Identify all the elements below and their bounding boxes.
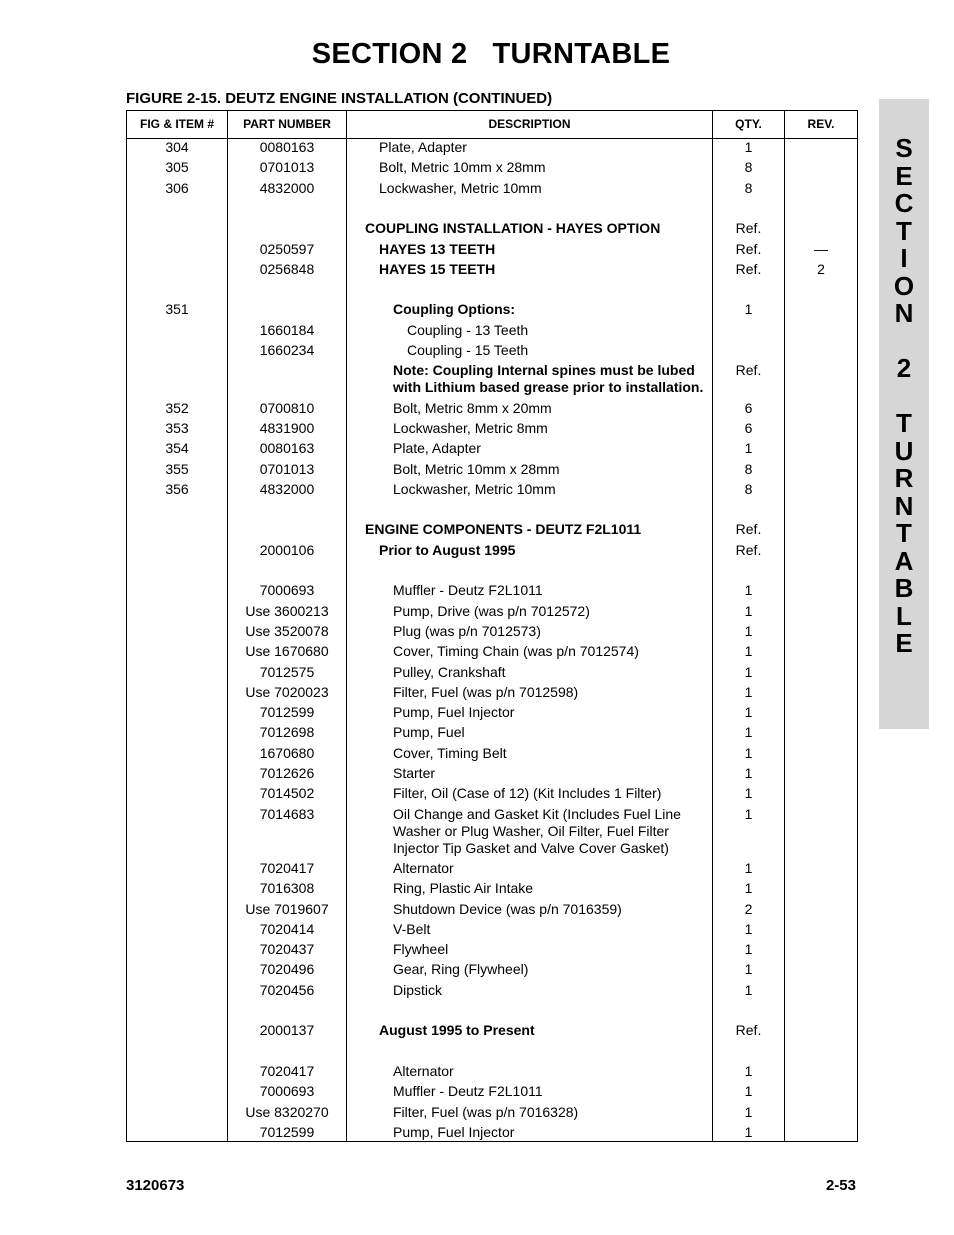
cell-qty: 1 — [744, 440, 753, 457]
cell-qty: 1 — [744, 663, 753, 680]
cell-description: Ring, Plastic Air Intake — [393, 880, 534, 897]
cell-part-number: Use 7019607 — [245, 900, 329, 917]
cell-description: Plate, Adapter — [379, 139, 467, 155]
cell-qty: 1 — [744, 301, 753, 318]
cell-description: Bolt, Metric 10mm x 28mm — [379, 159, 546, 176]
cell-part-number: 7020496 — [259, 961, 315, 978]
cell-description: Muffler - Deutz F2L1011 — [393, 582, 543, 599]
cell-part-number: 1670680 — [259, 744, 315, 761]
cell-qty: 1 — [744, 1103, 753, 1120]
cell-part-number: 0080163 — [259, 440, 315, 457]
cell-description: ENGINE COMPONENTS - DEUTZ F2L1011 — [365, 521, 642, 538]
cell-part-number: 7014683 — [259, 805, 315, 822]
cell-description: Filter, Oil (Case of 12) (Kit Includes 1 Filter) — [393, 785, 662, 802]
cell-description: Coupling Options: — [393, 301, 516, 318]
cell-qty: Ref. — [735, 1022, 762, 1039]
cell-item: 305 — [165, 159, 189, 176]
cell-qty: 8 — [744, 159, 753, 176]
cell-qty: 6 — [744, 399, 753, 416]
cell-part-number: 4831900 — [259, 419, 315, 436]
cell-description: Starter — [393, 765, 436, 781]
cell-qty: 1 — [744, 880, 753, 897]
cell-item: 352 — [165, 399, 189, 416]
side-tab-letter: T — [896, 408, 912, 438]
side-tab-letter: C — [894, 188, 914, 218]
parts-table — [126, 110, 858, 1142]
cell-description: Prior to August 1995 — [379, 541, 516, 558]
cell-description: Lockwasher, Metric 10mm — [379, 179, 542, 196]
cell-description: Cover, Timing Belt — [393, 744, 507, 761]
cell-description: HAYES 13 TEETH — [379, 240, 496, 257]
cell-description: Lockwasher, Metric 8mm — [393, 419, 548, 436]
cell-qty: Ref. — [735, 521, 762, 538]
cell-qty: 1 — [744, 981, 753, 998]
header-description: DESCRIPTION — [488, 117, 571, 131]
cell-description: Lockwasher, Metric 10mm — [393, 480, 556, 497]
cell-part-number: 4832000 — [259, 179, 315, 196]
cell-part-number: 7020414 — [259, 920, 315, 937]
cell-description: Muffler - Deutz F2L1011 — [393, 1083, 543, 1100]
side-tab-letter: E — [895, 628, 913, 658]
cell-qty: 1 — [744, 683, 753, 700]
cell-part-number: 7020456 — [259, 981, 315, 998]
side-tab-letter: T — [896, 518, 912, 548]
section-title: SECTION 2 TURNTABLE — [311, 38, 671, 70]
page-number: 2-53 — [825, 1177, 856, 1194]
cell-qty: Ref. — [735, 541, 762, 558]
cell-part-number: 7000693 — [259, 1083, 315, 1100]
side-tab-letter: B — [894, 573, 914, 603]
cell-description: Note: Coupling Internal spines must be lubed with Lithium based grease prior to installation. — [393, 362, 704, 396]
cell-qty: 6 — [744, 419, 753, 436]
cell-qty: 1 — [744, 785, 753, 802]
side-tab-letter: 2 — [896, 353, 912, 383]
cell-item: 306 — [165, 179, 189, 196]
cell-part-number: 7020437 — [259, 941, 315, 958]
cell-description: Alternator — [393, 1062, 454, 1079]
cell-qty: 1 — [744, 602, 753, 619]
cell-qty: 1 — [744, 765, 753, 781]
cell-qty: Ref. — [735, 220, 762, 237]
figure-title: FIGURE 2-15. DEUTZ ENGINE INSTALLATION (CONTINUED) — [126, 90, 553, 107]
cell-qty: 1 — [744, 859, 753, 876]
cell-part-number: 1660184 — [259, 321, 315, 338]
cell-qty: 1 — [744, 704, 753, 721]
cell-item: 356 — [165, 480, 189, 497]
cell-item: 354 — [165, 440, 189, 457]
side-tab-letter: T — [896, 215, 912, 246]
cell-part-number: 7012698 — [259, 724, 315, 741]
cell-description: Plate, Adapter — [393, 440, 481, 457]
cell-qty: Ref. — [735, 260, 762, 277]
cell-description: Filter, Fuel (was p/n 7012598) — [393, 683, 579, 700]
cell-description: Bolt, Metric 10mm x 28mm — [393, 460, 560, 477]
side-tab-letter: U — [894, 435, 914, 466]
cell-part-number: 2000137 — [259, 1022, 315, 1039]
cell-description: Gear, Ring (Flywheel) — [393, 961, 529, 978]
cell-description: Plug (was p/n 7012573) — [393, 622, 541, 639]
side-tab-letter: I — [900, 243, 908, 273]
cell-part-number: Use 8320270 — [245, 1103, 329, 1120]
cell-part-number: 4832000 — [259, 480, 315, 497]
cell-qty: 1 — [744, 961, 753, 978]
document-number: 3120673 — [126, 1177, 185, 1194]
cell-rev: — — [814, 240, 828, 257]
cell-item: 353 — [165, 419, 189, 436]
side-tab-letters — [879, 135, 929, 658]
cell-part-number: 7020417 — [259, 1062, 315, 1079]
cell-description: Cover, Timing Chain (was p/n 7012574) — [393, 643, 639, 660]
cell-part-number: 0701013 — [259, 460, 315, 477]
cell-item: 304 — [165, 139, 189, 155]
header-rev: REV. — [807, 117, 835, 131]
cell-description: HAYES 15 TEETH — [379, 260, 496, 277]
cell-part-number: 7012599 — [259, 704, 315, 721]
cell-qty: 2 — [744, 900, 753, 917]
cell-description: Dipstick — [393, 981, 443, 998]
side-tab-letter: L — [896, 600, 912, 631]
cell-qty: 1 — [744, 744, 753, 761]
cell-qty: 1 — [744, 139, 753, 155]
cell-part-number: 7012626 — [259, 765, 315, 781]
cell-qty: 8 — [744, 179, 753, 196]
cell-description: August 1995 to Present — [379, 1022, 535, 1039]
cell-qty: 1 — [744, 643, 753, 660]
header-item: FIG & ITEM # — [139, 117, 214, 131]
side-tab-letter: S — [895, 133, 913, 163]
cell-description: Coupling - 13 Teeth — [407, 321, 529, 338]
side-tab-letter: O — [893, 270, 915, 301]
cell-description: Pump, Fuel Injector — [393, 704, 515, 721]
cell-part-number: 0700810 — [259, 399, 315, 416]
cell-qty: 1 — [744, 1062, 753, 1079]
section-side-tab — [879, 99, 929, 729]
cell-description: Flywheel — [393, 941, 449, 958]
cell-description: Pump, Fuel — [393, 724, 465, 741]
cell-qty: Ref. — [735, 362, 762, 379]
side-tab-letter: N — [894, 298, 914, 328]
cell-qty: 8 — [744, 460, 753, 477]
cell-part-number: Use 7020023 — [245, 683, 329, 700]
cell-description: Shutdown Device (was p/n 7016359) — [393, 900, 622, 917]
cell-part-number: Use 3600213 — [245, 602, 329, 619]
cell-item: 355 — [165, 460, 189, 477]
column-divider — [346, 111, 347, 1141]
header-part-number: PART NUMBER — [243, 117, 331, 131]
cell-description: Coupling - 15 Teeth — [407, 342, 529, 358]
cell-qty: 1 — [744, 805, 753, 822]
cell-rev: 2 — [817, 260, 825, 277]
cell-part-number: 7012575 — [259, 663, 315, 680]
cell-description: Oil Change and Gasket Kit (Includes Fuel Line Washer or Plug Washer, Oil Filter, Fuel Filter Injector Tip Gasket and Valve Cover Gasket) — [393, 805, 681, 856]
cell-qty: 1 — [744, 1083, 753, 1100]
cell-qty: 1 — [744, 941, 753, 958]
cell-qty: 1 — [744, 582, 753, 599]
cell-qty: Ref. — [735, 240, 762, 257]
cell-description: Pump, Fuel Injector — [393, 1123, 515, 1140]
side-tab-letter: R — [894, 463, 914, 493]
cell-part-number: 7012599 — [259, 1123, 315, 1140]
cell-description: V-Belt — [393, 920, 431, 937]
cell-part-number: 7020417 — [259, 859, 315, 876]
cell-part-number: 1660234 — [259, 342, 315, 358]
cell-part-number: 0080163 — [259, 139, 315, 155]
cell-part-number: 7016308 — [259, 880, 315, 897]
cell-part-number: 2000106 — [259, 541, 315, 558]
cell-qty: 1 — [744, 920, 753, 937]
cell-description: Filter, Fuel (was p/n 7016328) — [393, 1103, 579, 1120]
cell-description: Alternator — [393, 859, 454, 876]
cell-qty: 8 — [744, 480, 753, 497]
side-tab-letter: E — [895, 160, 913, 191]
cell-description: COUPLING INSTALLATION - HAYES OPTION — [365, 220, 661, 237]
header-qty: QTY. — [735, 117, 762, 131]
cell-qty: 1 — [744, 622, 753, 639]
cell-qty: 1 — [744, 1123, 753, 1140]
cell-part-number: 7000693 — [259, 582, 315, 599]
cell-part-number: Use 3520078 — [245, 622, 329, 639]
cell-description: Pulley, Crankshaft — [393, 663, 506, 680]
cell-item: 351 — [165, 301, 189, 318]
cell-part-number: 0701013 — [259, 159, 315, 176]
cell-part-number: 0256848 — [259, 260, 315, 277]
cell-part-number: 7014502 — [259, 785, 315, 802]
cell-description: Bolt, Metric 8mm x 20mm — [393, 399, 552, 416]
cell-part-number: Use 1670680 — [245, 643, 329, 660]
side-tab-letter: A — [894, 545, 914, 576]
cell-qty: 1 — [744, 724, 753, 741]
cell-part-number: 0250597 — [259, 240, 315, 257]
side-tab-letter: N — [894, 490, 914, 521]
cell-description: Pump, Drive (was p/n 7012572) — [393, 602, 590, 619]
